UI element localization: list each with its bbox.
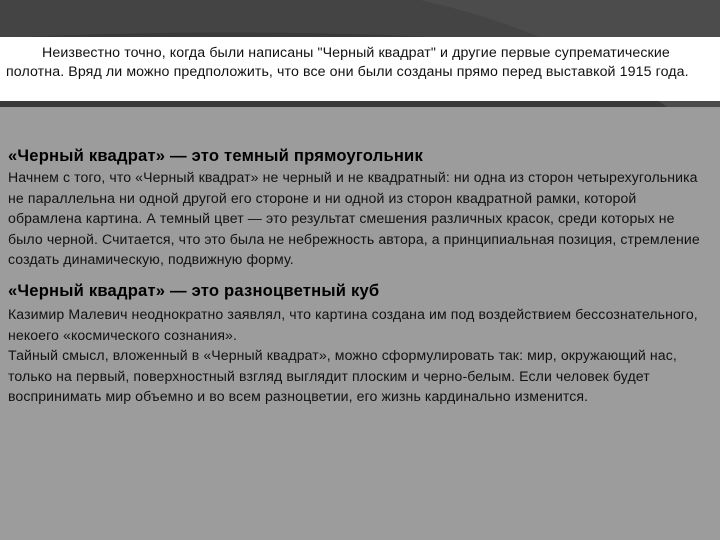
section-multicolor-cube [8,280,712,407]
section-black-rectangle [8,145,712,270]
section-paragraph: Начнем с того, что «Черный квадрат» не черный и не квадратный: ни одна из сторон четырехугольника не параллельна ни одной другой его стороне и ни одной из сторон квадратной рамки, которой обрамлена картина. А темный цвет — это результат смешения различных красок, среди которых не было черной. Считается, что это была не небрежность автора, а принципиальная позиция, стремление создать динамическую, подвижную форму. [8,169,700,268]
section-paragraph: Казимир Малевич неоднократно заявлял, что картина создана им под воздействием бессознательного, некоего «космического сознания». [8,305,698,343]
intro-paragraph: Неизвестно точно, когда были написаны "Черный квадрат" и другие первые супрематические полотна. Вряд ли можно предположить, что все они были созданы прямо перед выставкой 1915 года. [6,45,689,80]
section-paragraph: Тайный смысл, вложенный в «Черный квадрат», можно сформулировать так: мир, окружающий нас, только на первый, поверхностный взгляд выглядит плоским и черно-белым. Если человек будет воспринимать мир объемно и во всем разноцветии, его жизнь кардинально изменится. [8,347,677,405]
content-panel [0,107,720,540]
section-heading: «Черный квадрат» — это темный прямоугольник [8,146,423,165]
intro-box [0,37,720,101]
section-heading: «Черный квадрат» — это разноцветный куб [8,280,380,300]
